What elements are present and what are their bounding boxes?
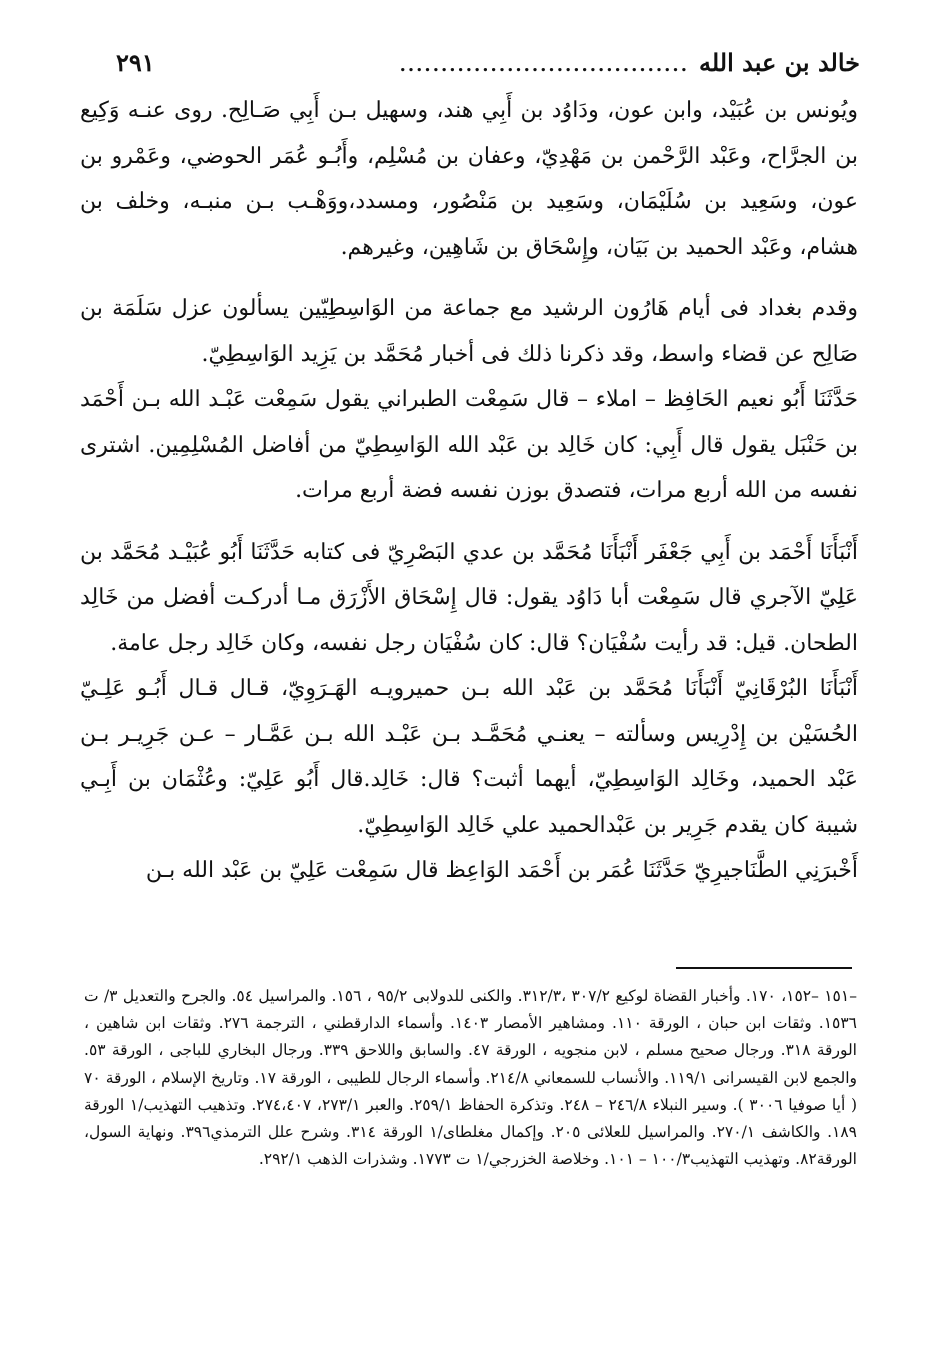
header-title: خالد بن عبد الله: [698, 48, 860, 77]
running-header: [116, 38, 860, 78]
paragraph-baghdad: وقدم بغداد فى أيام هَارُون الرشيد مع جماعة من الوَاسِطِيّين يسألون عزل سَلَمَة بن صَالِح عن قضاء واسط، وقد ذكرنا ذلك فى أخبار مُحَمَّد بن يَزِيد الوَاسِطِيّ.: [80, 296, 858, 367]
footnotes: [84, 983, 857, 1173]
header-leader-dots: ...................................: [399, 55, 689, 76]
paragraph-abu-dawud: أَنْبَأَنَا أَحْمَد بن أَبِي جَعْفَر أَنْبَأَنَا مُحَمَّد بن عدي البَصْرِيّ فى كتابه حَدَّثَنَا أَبُو عُبَيْـد مُحَمَّد بن عَلِيّ الآجري قال سَمِعْت أبا دَاوُد يقول: قال إِسْحَاق الأَزْرَق مـا أدركـت أفضل من خَالِد الطحان. قيل: قد رأيت سُفْيَان؟ قال: كان سُفْيَان رجل نفسه، وكان خَالِد رجل عامة.: [80, 539, 858, 656]
main-text: [80, 88, 858, 894]
footnote-sources: –١٥١ –١٥٢، ١٧٠. وأخبار القضاة لوكيع ٣٠٧/٢ ،٣١٢/٣. والكنى للدولابى ٩٥/٢ ، ١٥٦. والمراسيل ٥٤. والجرح والتعديل ٣/ ت ١٥٣٦. وثقات ابن حبان ، الورقة ١١٠. ومشاهير الأمصار ١٤٠٣. وأسماء الدارقطني ، الترجمة ٢٧٦. وثقات ابن شاهين ، الورقة ٣١٨. ورجال صحيح مسلم ، لابن منجويه ، الورقة ٤٧. والسابق واللاحق ٣٣٩. ورجال البخاري للباجى ، الورقة ٥٣. والجمع لابن القيسرانى ١١٩/١. والأنساب للسمعاني ٢١٤/٨. وأسماء الرجال للطيبى ، الورقة ١٧. وتاريخ الإسلام ، الورقة ٧٠ ( أيا صوفيا ٣٠٠٦ ). وسير النبلاء ٢٤٦/٨ – ٢٤٨. وتذكرة الحفاظ ٢٥٩/١. والعبر ٢٧٣/١، ٢٧٤،٤٠٧. وتذهيب التهذيب/١ الورقة ١٨٩. والكاشف ٢٧٠/١. والمراسيل للعلائى ٢٠٥. وإكمال مغلطاى/١ الورقة ٣١٤. وشرح علل الترمذي٣٩٦. ونهاية السول، الورقة٨٢. وتهذيب التهذيب١٠٠/٣ – ١٠١. وخلاصة الخزرجي/١ ت ١٧٧٣. وشذرات الذهب ٢٩٢/١.: [84, 987, 858, 1169]
paragraph-burqani: أَنْبَأَنَا البُرْقَانِيّ أَنْبَأَنَا مُحَمَّد بن عَبْد الله بـن حميرويـه الهَـرَوِيّ، قـال قـال أَبُـو عَلِـيّ الحُسَيْن بن إِدْرِيس وسألته – يعنـي مُحَمَّـد بـن عَبْـد الله بـن عَمَّـار – عـن جَرِيـر بـن عَبْد الحميد، وخَالِد الوَاسِطِيّ، أيهما أثبت؟ قال: خَالِد.قال أَبُو عَلِيّ: وعُثْمَان بن أَبِـي شيبة كان يقدم جَرِير بن عَبْدالحميد علي خَالِد الوَاسِطِيّ.: [80, 676, 858, 838]
paragraph-narrators: ويُونس بن عُبَيْد، وابن عون، ودَاوُد بن أَبِي هند، وسهيل بـن أَبِي صَـالِح. روى عنـه وَكِيع بن الجرَّاح، وعَبْد الرَّحْمن بن مَهْدِيّ، وعفان بن مُسْلِم، وأَبُـو عُمَر الحوضي، وعَمْرو بن عون، وسَعِيد بن سُلَيْمَان، وسَعِيد بن مَنْصُور، ومسدد،ووَهْـب بـن منبـه، وخلف بن هشام، وعَبْد الحميد بن بَيَان، وإِسْحَاق بن شَاهِين، وغيرهم.: [80, 98, 858, 260]
footnote-separator: [676, 967, 852, 969]
page-number: ٢٩١: [116, 48, 155, 77]
paragraph-tanajiri: أَخْبرَنِي الطَّنَاجيرِيّ حَدَّثَنَا عُمَر بن أَحْمَد الوَاعِظ قال سَمِعْت عَلِيّ بن عَبْد الله بـن: [145, 858, 858, 883]
paragraph-ahmad-ibn-hanbal: حَدَّثَنَا أَبُو نعيم الحَافِظ – املاء – قال سَمِعْت الطبراني يقول سَمِعْت عَبْـد الله بـن أَحْمَد بن حَنْبَل يقول قال أَبِي: كان خَالِد بن عَبْد الله الوَاسِطِيّ من أفاضل المُسْلِمِين. اشترى نفسه من الله أربع مرات، فتصدق بوزن نفسه فضة أربع مرات.: [80, 387, 858, 503]
